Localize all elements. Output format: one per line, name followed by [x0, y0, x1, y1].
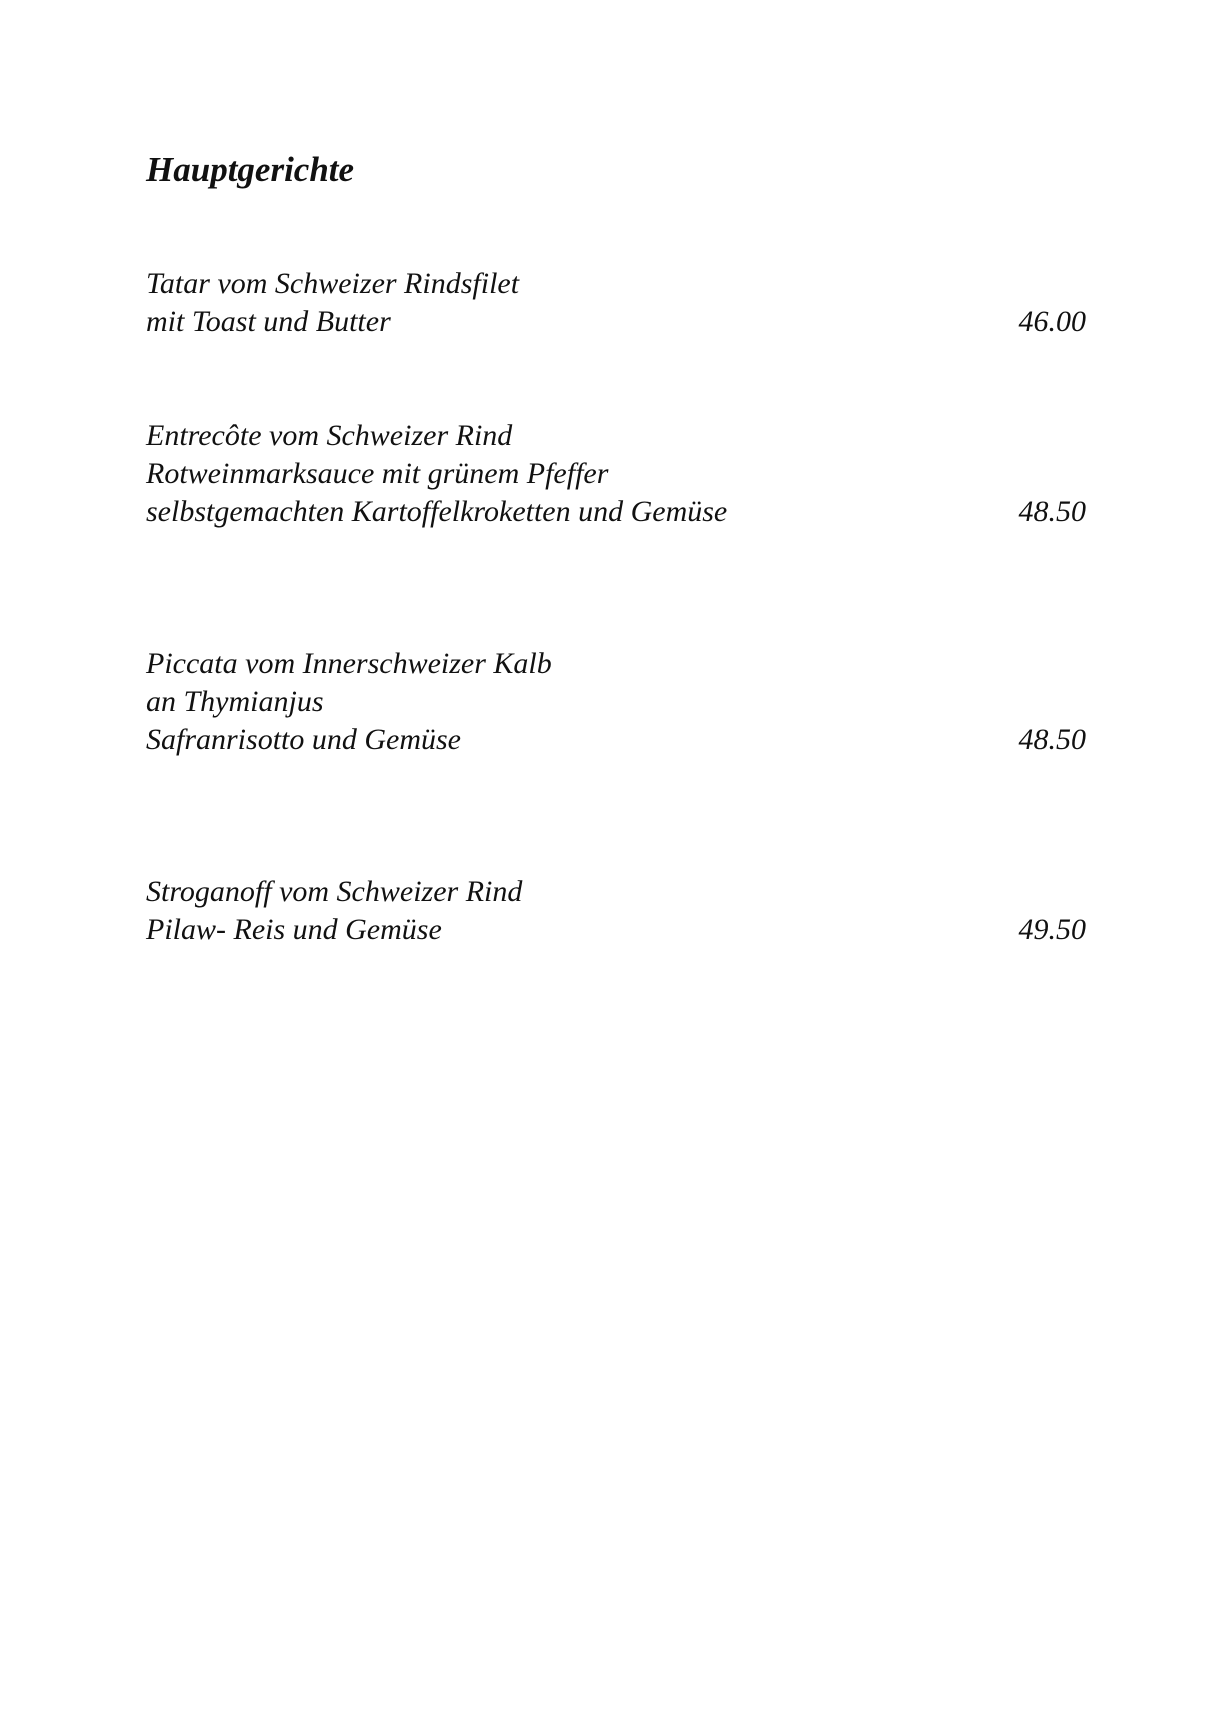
dish-description: Rotweinmarksauce mit grünem Pfeffer: [146, 457, 609, 490]
menu-item-piccata: [146, 645, 1086, 759]
menu-item-tatar: [146, 265, 1086, 341]
dish-name: Piccata vom Innerschweizer Kalb: [146, 647, 552, 680]
dish-price: 46.00: [1018, 305, 1086, 338]
dish-name: Tatar vom Schweizer Rindsfilet: [146, 267, 520, 300]
dish-side: Pilaw- Reis und Gemüse: [146, 913, 442, 946]
dish-price: 49.50: [1018, 913, 1086, 946]
menu-item-stroganoff: [146, 873, 1086, 949]
dish-price: 48.50: [1018, 723, 1086, 756]
dish-description: mit Toast und Butter: [146, 305, 391, 338]
dish-name: Entrecôte vom Schweizer Rind: [146, 419, 513, 452]
dish-price: 48.50: [1018, 495, 1086, 528]
dish-description: an Thymianjus: [146, 685, 324, 718]
dish-name: Stroganoff vom Schweizer Rind: [146, 875, 523, 908]
dish-side: selbstgemachten Kartoffelkroketten und Gemüse: [146, 495, 728, 528]
dish-side: Safranrisotto und Gemüse: [146, 723, 461, 756]
menu-item-entrecote: [146, 417, 1086, 531]
section-title: Hauptgerichte: [146, 150, 355, 189]
